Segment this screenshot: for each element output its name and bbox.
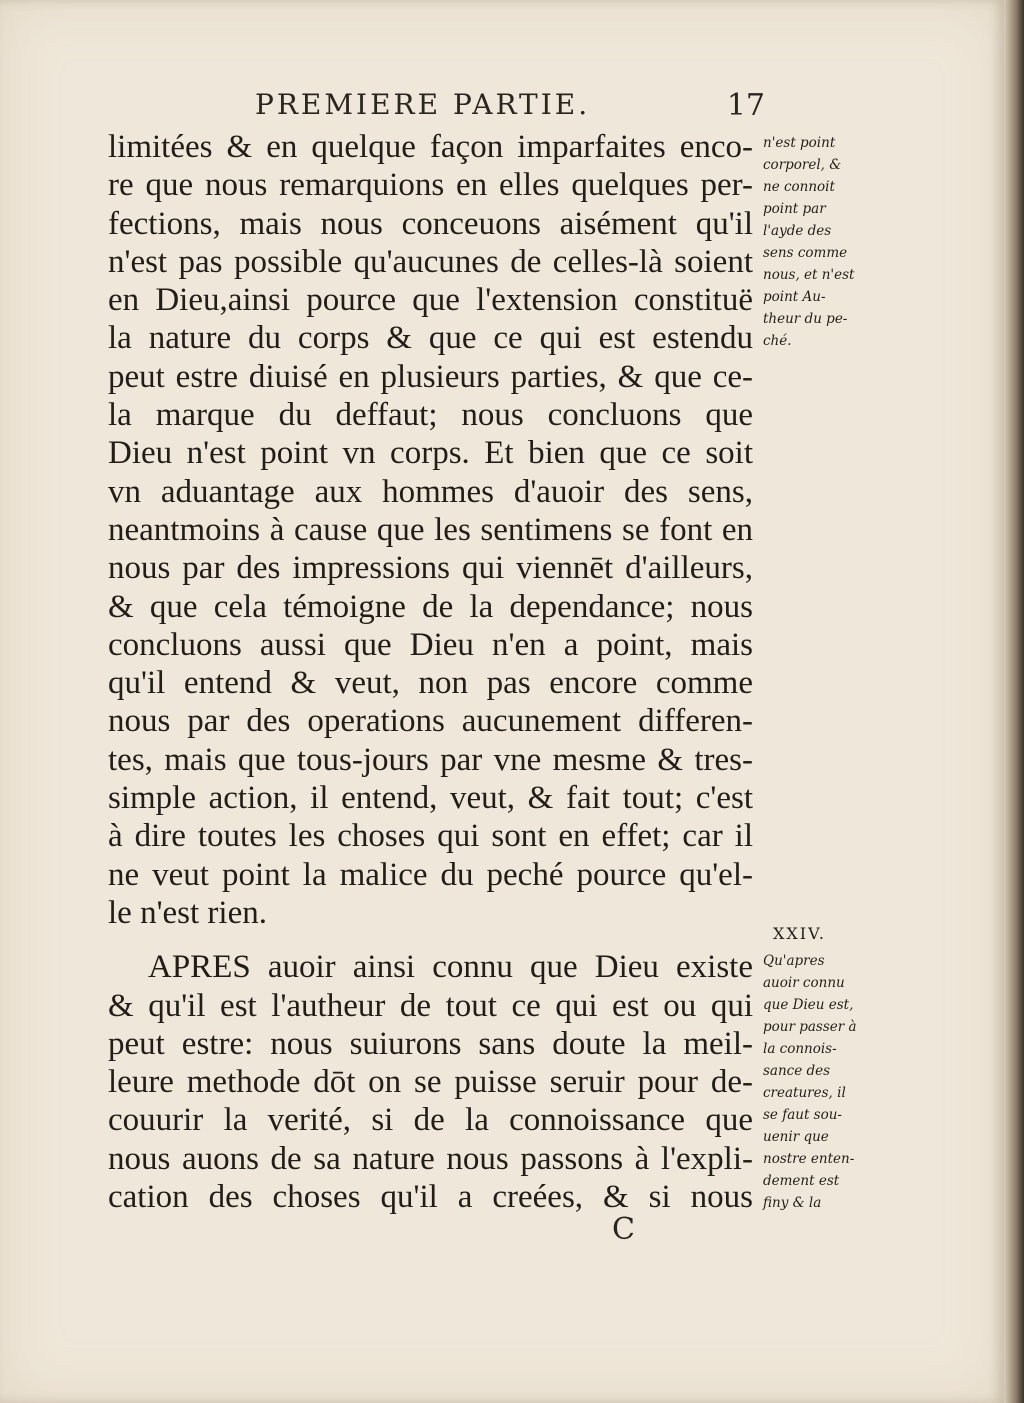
text-line: leure methode dōt on se puisse seruir pour de- [108,1064,753,1101]
note-line: pour passer à [763,1019,857,1035]
note-line: sance des [763,1063,831,1079]
text-line: peut estre: nous suiurons sans doute la meil- [108,1025,753,1062]
note-line: que Dieu est, [763,997,854,1013]
text-line: cation des choses qu'il a creées, & si nous [108,1179,753,1216]
text-line: nous par des operations aucunement differen- [108,703,753,740]
note-line: Qu'apres [763,953,825,969]
text-line: tes, mais que tous-jours par vne mesme & tres- [108,741,753,778]
text-line: & qu'il est l'autheur de tout ce qui est ou qui [108,987,753,1024]
note-line: la connois- [763,1041,837,1057]
note-line: n'est point [763,135,836,151]
running-title: PREMIERE PARTIE. [255,88,591,121]
text-line: la marque du deffaut; nous concluons que [108,397,753,434]
running-head [255,88,765,128]
text-line: peut estre diuisé en plusieurs parties, & que ce- [108,358,753,395]
note-line: point Au- [763,289,826,305]
text-line: en Dieu,ainsi pource que l'extension constituë [108,282,753,319]
text-line: concluons aussi que Dieu n'en a point, mais [108,626,753,663]
text-line: n'est pas possible qu'aucunes de celles-là soient [108,243,753,280]
margin-note-1 [763,132,875,352]
text-line: neantmoins à cause que les sentimens se font en [108,511,753,548]
text-line: simple action, il entend, veut, & fait tout; c'est [108,780,753,817]
text-line: nous auons de sa nature nous passons à l'expli- [108,1140,753,1177]
note-line: corporel, & [763,157,842,173]
note-line: theur du pe- [763,311,848,327]
paragraph-1 [108,128,753,932]
text-line: le n'est rien. [108,894,267,931]
note-line: sens comme [763,245,848,261]
note-line: uenir que [763,1129,829,1145]
note-line: se faut sou- [763,1107,842,1123]
margin-note-2 [763,950,875,1214]
paragraph-2 [108,948,753,1216]
note-line: nous, et n'est [763,267,855,283]
text-line: couurir la verité, si de la connoissance que [108,1102,753,1139]
text-line: APRES auoir ainsi connu que Dieu existe [148,949,753,986]
page-edge [1004,0,1024,1403]
note-line: ne connoit [763,179,835,195]
text-line: fections, mais nous conceuons aisément qu'il [108,205,753,242]
note-line: creatures, il [763,1085,846,1101]
text-line: Dieu n'est point vn corps. Et bien que ce soit [108,435,753,472]
note-line: nostre enten- [763,1151,855,1167]
text-line: nous par des impressions qui viennēt d'ailleurs, [108,550,753,587]
note-line: auoir connu [763,975,845,991]
page-number: 17 [726,88,765,123]
paragraph-gap [108,932,753,948]
main-text [108,128,753,1216]
text-line: limitées & en quelque façon imparfaites enco- [108,129,753,165]
note-line: l'ayde des [763,223,832,239]
text-line: la nature du corps & que ce qui est estendu [108,320,753,357]
signature-mark: C [612,1212,635,1247]
note-line: point par [763,201,826,217]
note-line: finy & la [763,1195,822,1211]
text-line: re que nous remarquions en elles quelques per- [108,167,753,204]
text-line: & que cela témoigne de la dependance; nous [108,588,753,625]
text-line: à dire toutes les choses qui sont en effet; car il [108,818,753,855]
note-line: ché. [763,333,792,349]
text-line: qu'il entend & veut, non pas encore comme [108,665,753,702]
text-line: vn aduantage aux hommes d'auoir des sens, [108,473,753,510]
text-line: ne veut point la malice du peché pource qu'el- [108,856,753,893]
margin-note-2-number: XXIV. [773,924,826,943]
note-line: dement est [763,1173,840,1189]
